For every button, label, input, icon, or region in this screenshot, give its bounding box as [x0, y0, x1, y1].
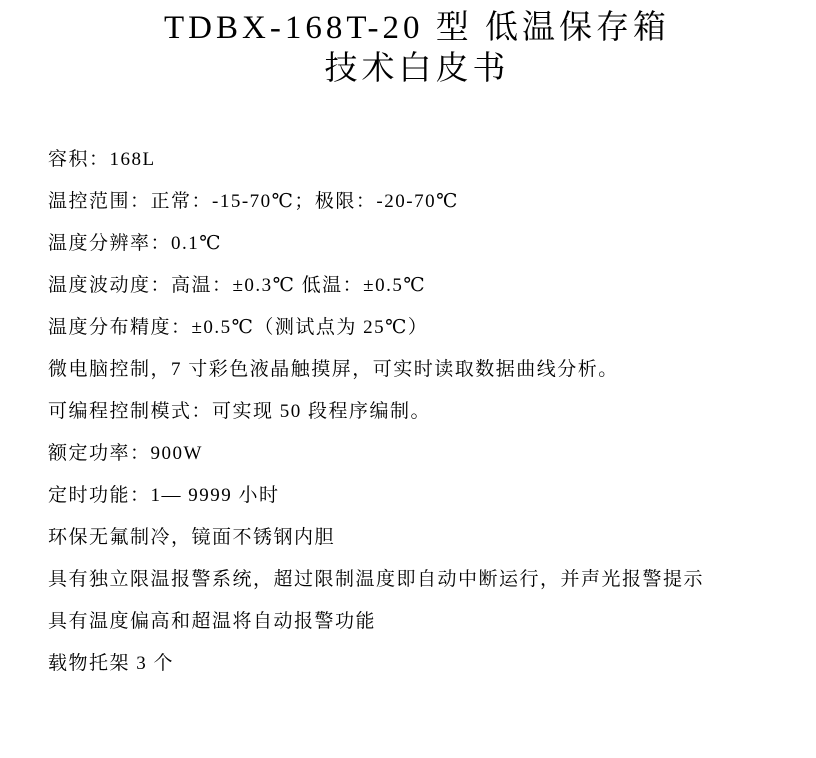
- spec-line-shelves: 载物托架 3 个: [48, 653, 175, 674]
- spec-line-temp-uniformity: 温度分布精度：±0.5℃（测试点为 25℃）: [48, 317, 429, 338]
- document-title: [48, 8, 786, 90]
- spec-line-temp-resolution: 温度分辨率：0.1℃: [48, 233, 223, 254]
- spec-line-overtemp-alarm: 具有温度偏高和超温将自动报警功能: [48, 611, 377, 632]
- title-line-1: TDBX-168T-20 型 低温保存箱: [164, 10, 670, 46]
- spec-line-temp-control-range: 温控范围：正常：-15-70℃；极限：-20-70℃: [48, 191, 459, 212]
- spec-line-capacity: 容积：168L: [48, 149, 156, 170]
- spec-line-timer-function: 定时功能：1— 9999 小时: [48, 485, 280, 506]
- spec-line-eco-cooling: 环保无氟制冷，镜面不锈钢内胆: [48, 527, 336, 548]
- spec-line-temp-fluctuation: 温度波动度：高温：±0.3℃ 低温：±0.5℃: [48, 275, 427, 296]
- spec-line-rated-power: 额定功率：900W: [48, 443, 203, 464]
- document-body: [48, 150, 786, 673]
- spec-line-microcomputer: 微电脑控制，7 寸彩色液晶触摸屏，可实时读取数据曲线分析。: [48, 359, 619, 380]
- spec-line-programmable-mode: 可编程控制模式：可实现 50 段程序编制。: [48, 401, 432, 422]
- title-line-2: 技术白皮书: [324, 51, 510, 87]
- spec-line-limit-alarm: 具有独立限温报警系统，超过限制温度即自动中断运行，并声光报警提示: [48, 569, 705, 590]
